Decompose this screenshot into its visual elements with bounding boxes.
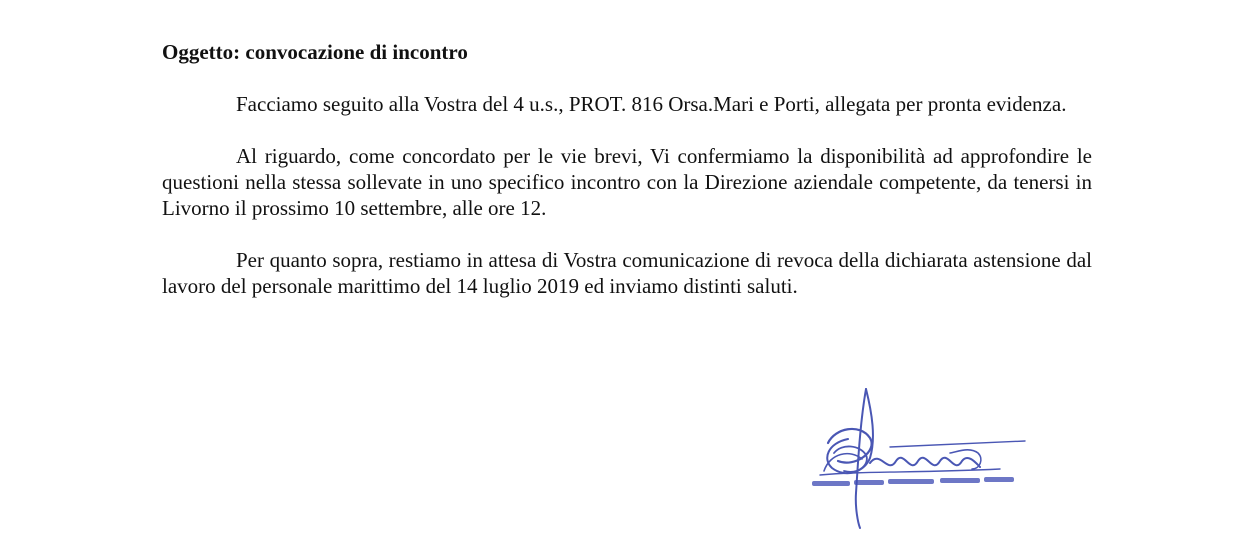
stamp-text-smudge — [812, 477, 1014, 486]
handwritten-signature — [800, 383, 1040, 533]
letter-paragraph-3: Per quanto sopra, restiamo in attesa di Vostra comunicazione di revoca della dichiarata astensione dal lavoro del personale marittimo del 14 luglio 2019 ed inviamo distinti saluti. — [162, 248, 1092, 298]
letter-subject: Oggetto: convocazione di incontro — [162, 40, 468, 64]
signature-strokes — [820, 389, 1025, 528]
letter-paragraph-2: Al riguardo, come concordato per le vie brevi, Vi confermiamo la disponibilità ad approfondire le questioni nella stessa sollevate in uno specifico incontro con la Direzione aziendale competente, da tenersi in Livorno il prossimo 10 settembre, alle ore 12. — [162, 144, 1092, 220]
letter-body — [162, 38, 1092, 325]
letter-paragraph-1: Facciamo seguito alla Vostra del 4 u.s., PROT. 816 Orsa.Mari e Porti, allegata per pronta evidenza. — [236, 92, 1067, 116]
